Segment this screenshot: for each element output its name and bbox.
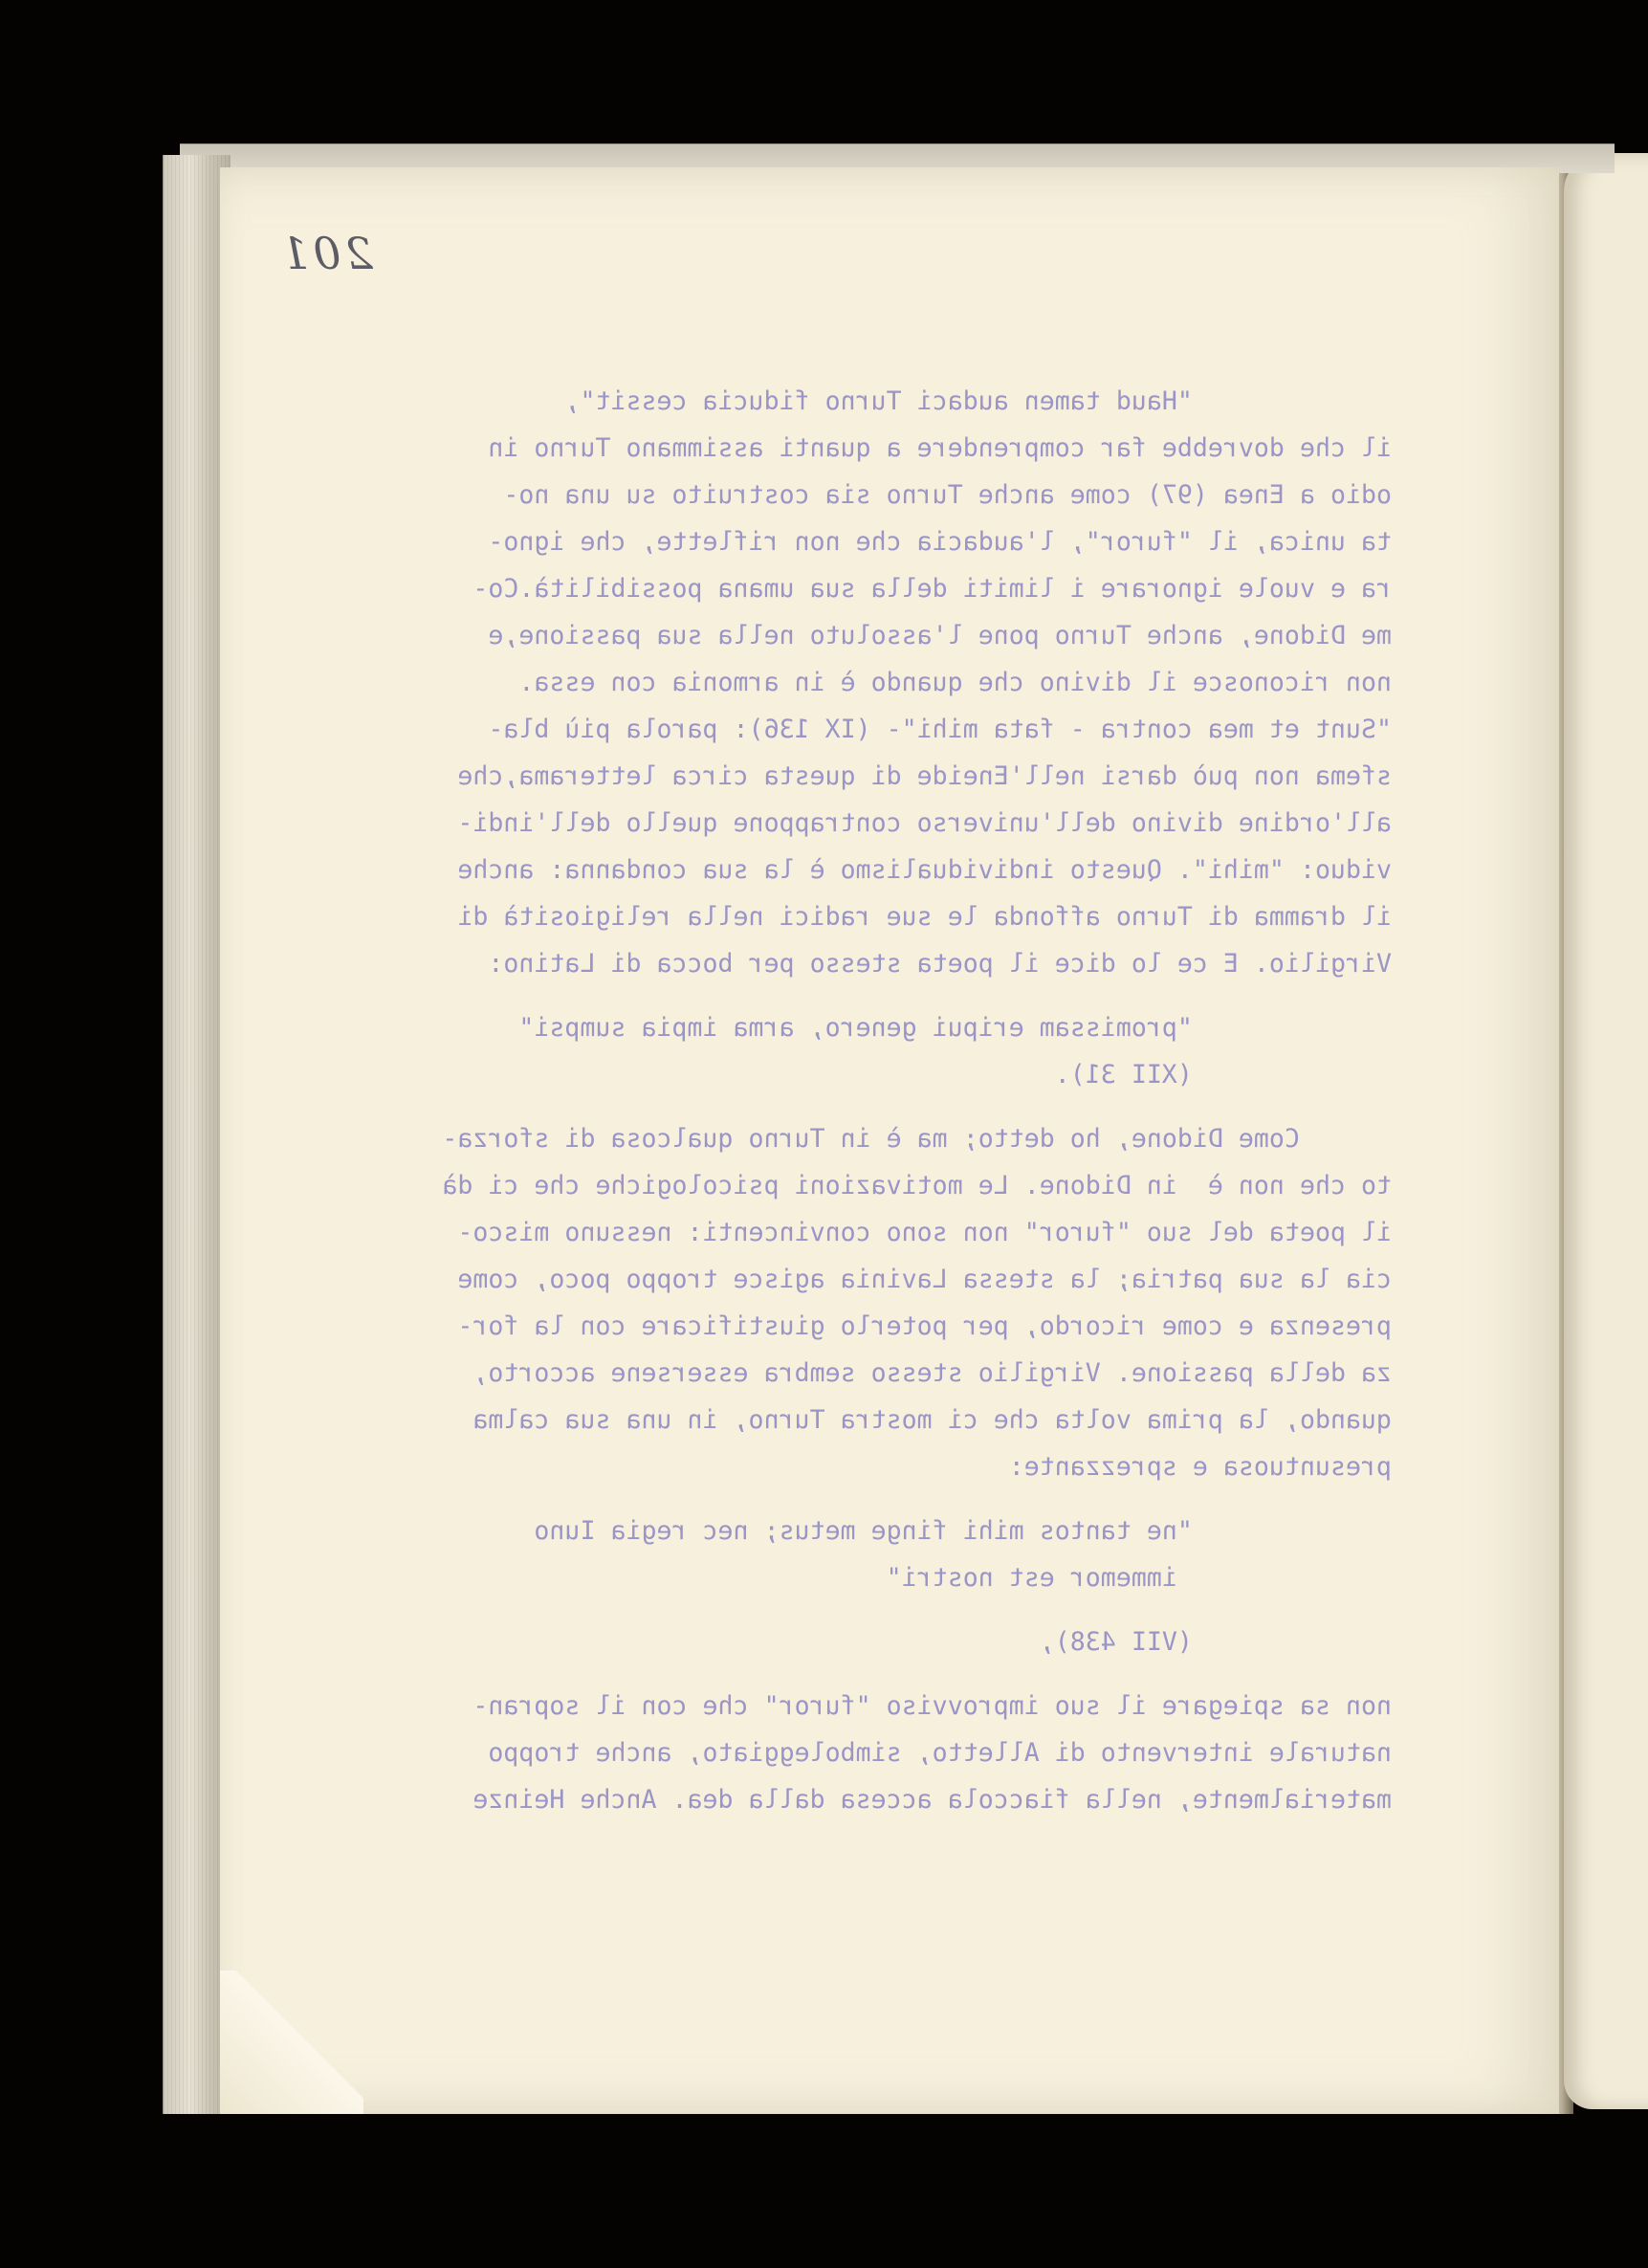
text-line: Come Didone, ho detto; ma è in Turno qualcosa di sforza- — [442, 1124, 1392, 1154]
citation-line: (VII 438), — [1039, 1627, 1392, 1657]
text-line: quando, la prima volta che ci mostra Turno, in una sua calma — [472, 1405, 1392, 1435]
text-line: "Sunt et mea contra - fata mihi"- (IX 136): parola più bla- — [488, 715, 1392, 744]
text-line: presuntuosa e sprezzante: — [1008, 1452, 1392, 1482]
text-line: il dramma di Turno affonda le sue radici nella religiosità di — [457, 902, 1392, 932]
text-line: non riconosce il divino che quando è in armonia con essa. — [518, 668, 1392, 697]
citation-line: (XII 31). — [1054, 1060, 1392, 1090]
text-line: za della passione. Virgilio stesso sembra essersene accorto, — [472, 1358, 1392, 1388]
text-line: materialmente, nella fiaccola accesa dalla dea. Anche Heinze — [472, 1785, 1392, 1815]
typewritten-text — [344, 378, 1392, 1823]
quote-line: "ne tantos mihi finge metus; nec regia Iuno — [534, 1516, 1392, 1546]
quote-line: "promissam eripui genero, arma impia sumpsi" — [518, 1013, 1392, 1043]
text-line: non sa spiegare il suo improvviso "furor" che con il sopran- — [472, 1691, 1392, 1721]
text-line: odio a Enea (97) come anche Turno sia costruito su una no- — [503, 480, 1392, 510]
text-line: "Haud tamen audaci Turno fiducia cessit", — [564, 386, 1392, 416]
handwritten-page-number: 201 — [277, 228, 373, 279]
blank-line — [344, 987, 1392, 1004]
blank-line — [344, 1098, 1392, 1115]
page-corner-fold — [220, 1971, 363, 2114]
text-line: cia la sua patria; la stessa Lavinia agisce troppo poco, come — [457, 1265, 1392, 1294]
blank-line — [344, 1490, 1392, 1508]
text-line: sfema non può darsi nell'Eneide di questa circa letterama,che — [457, 761, 1392, 791]
text-line: il che dovrebbe far comprendere a quanti assimmano Turno in — [488, 433, 1392, 463]
text-line: me Didone, anche Turno pone l'assoluto nella sua passione,e — [488, 621, 1392, 650]
text-line: to che non è in Didone. Le motivazioni psicologiche che ci dà — [442, 1171, 1392, 1200]
text-line: viduo: "mihi". Questo individualismo è la sua condanna: anche — [457, 855, 1392, 885]
text-line: all'ordine divino dell'universo contrappone quello dell'indi- — [457, 808, 1392, 838]
text-line: il poeta del suo "furor" non sono convincenti: nessuno misco- — [457, 1218, 1392, 1247]
text-line: ra e vuole ignorare i limiti della sua umana possibilità.Co- — [472, 574, 1392, 604]
text-line: Virgilio. E ce lo dice il poeta stesso per bocca di Latino: — [488, 949, 1392, 979]
blank-line — [344, 1601, 1392, 1618]
blank-line — [344, 1665, 1392, 1683]
text-line: naturale intervento di Alletto, simboleggiato, anche troppo — [488, 1738, 1392, 1768]
text-line: ta unica, il "furor", l'audacia che non riflette, che igno- — [488, 527, 1392, 557]
text-line: presenza e come ricordo, per poterlo giustificare con la for- — [457, 1311, 1392, 1341]
quote-line: immemor est nostri" — [886, 1563, 1392, 1593]
